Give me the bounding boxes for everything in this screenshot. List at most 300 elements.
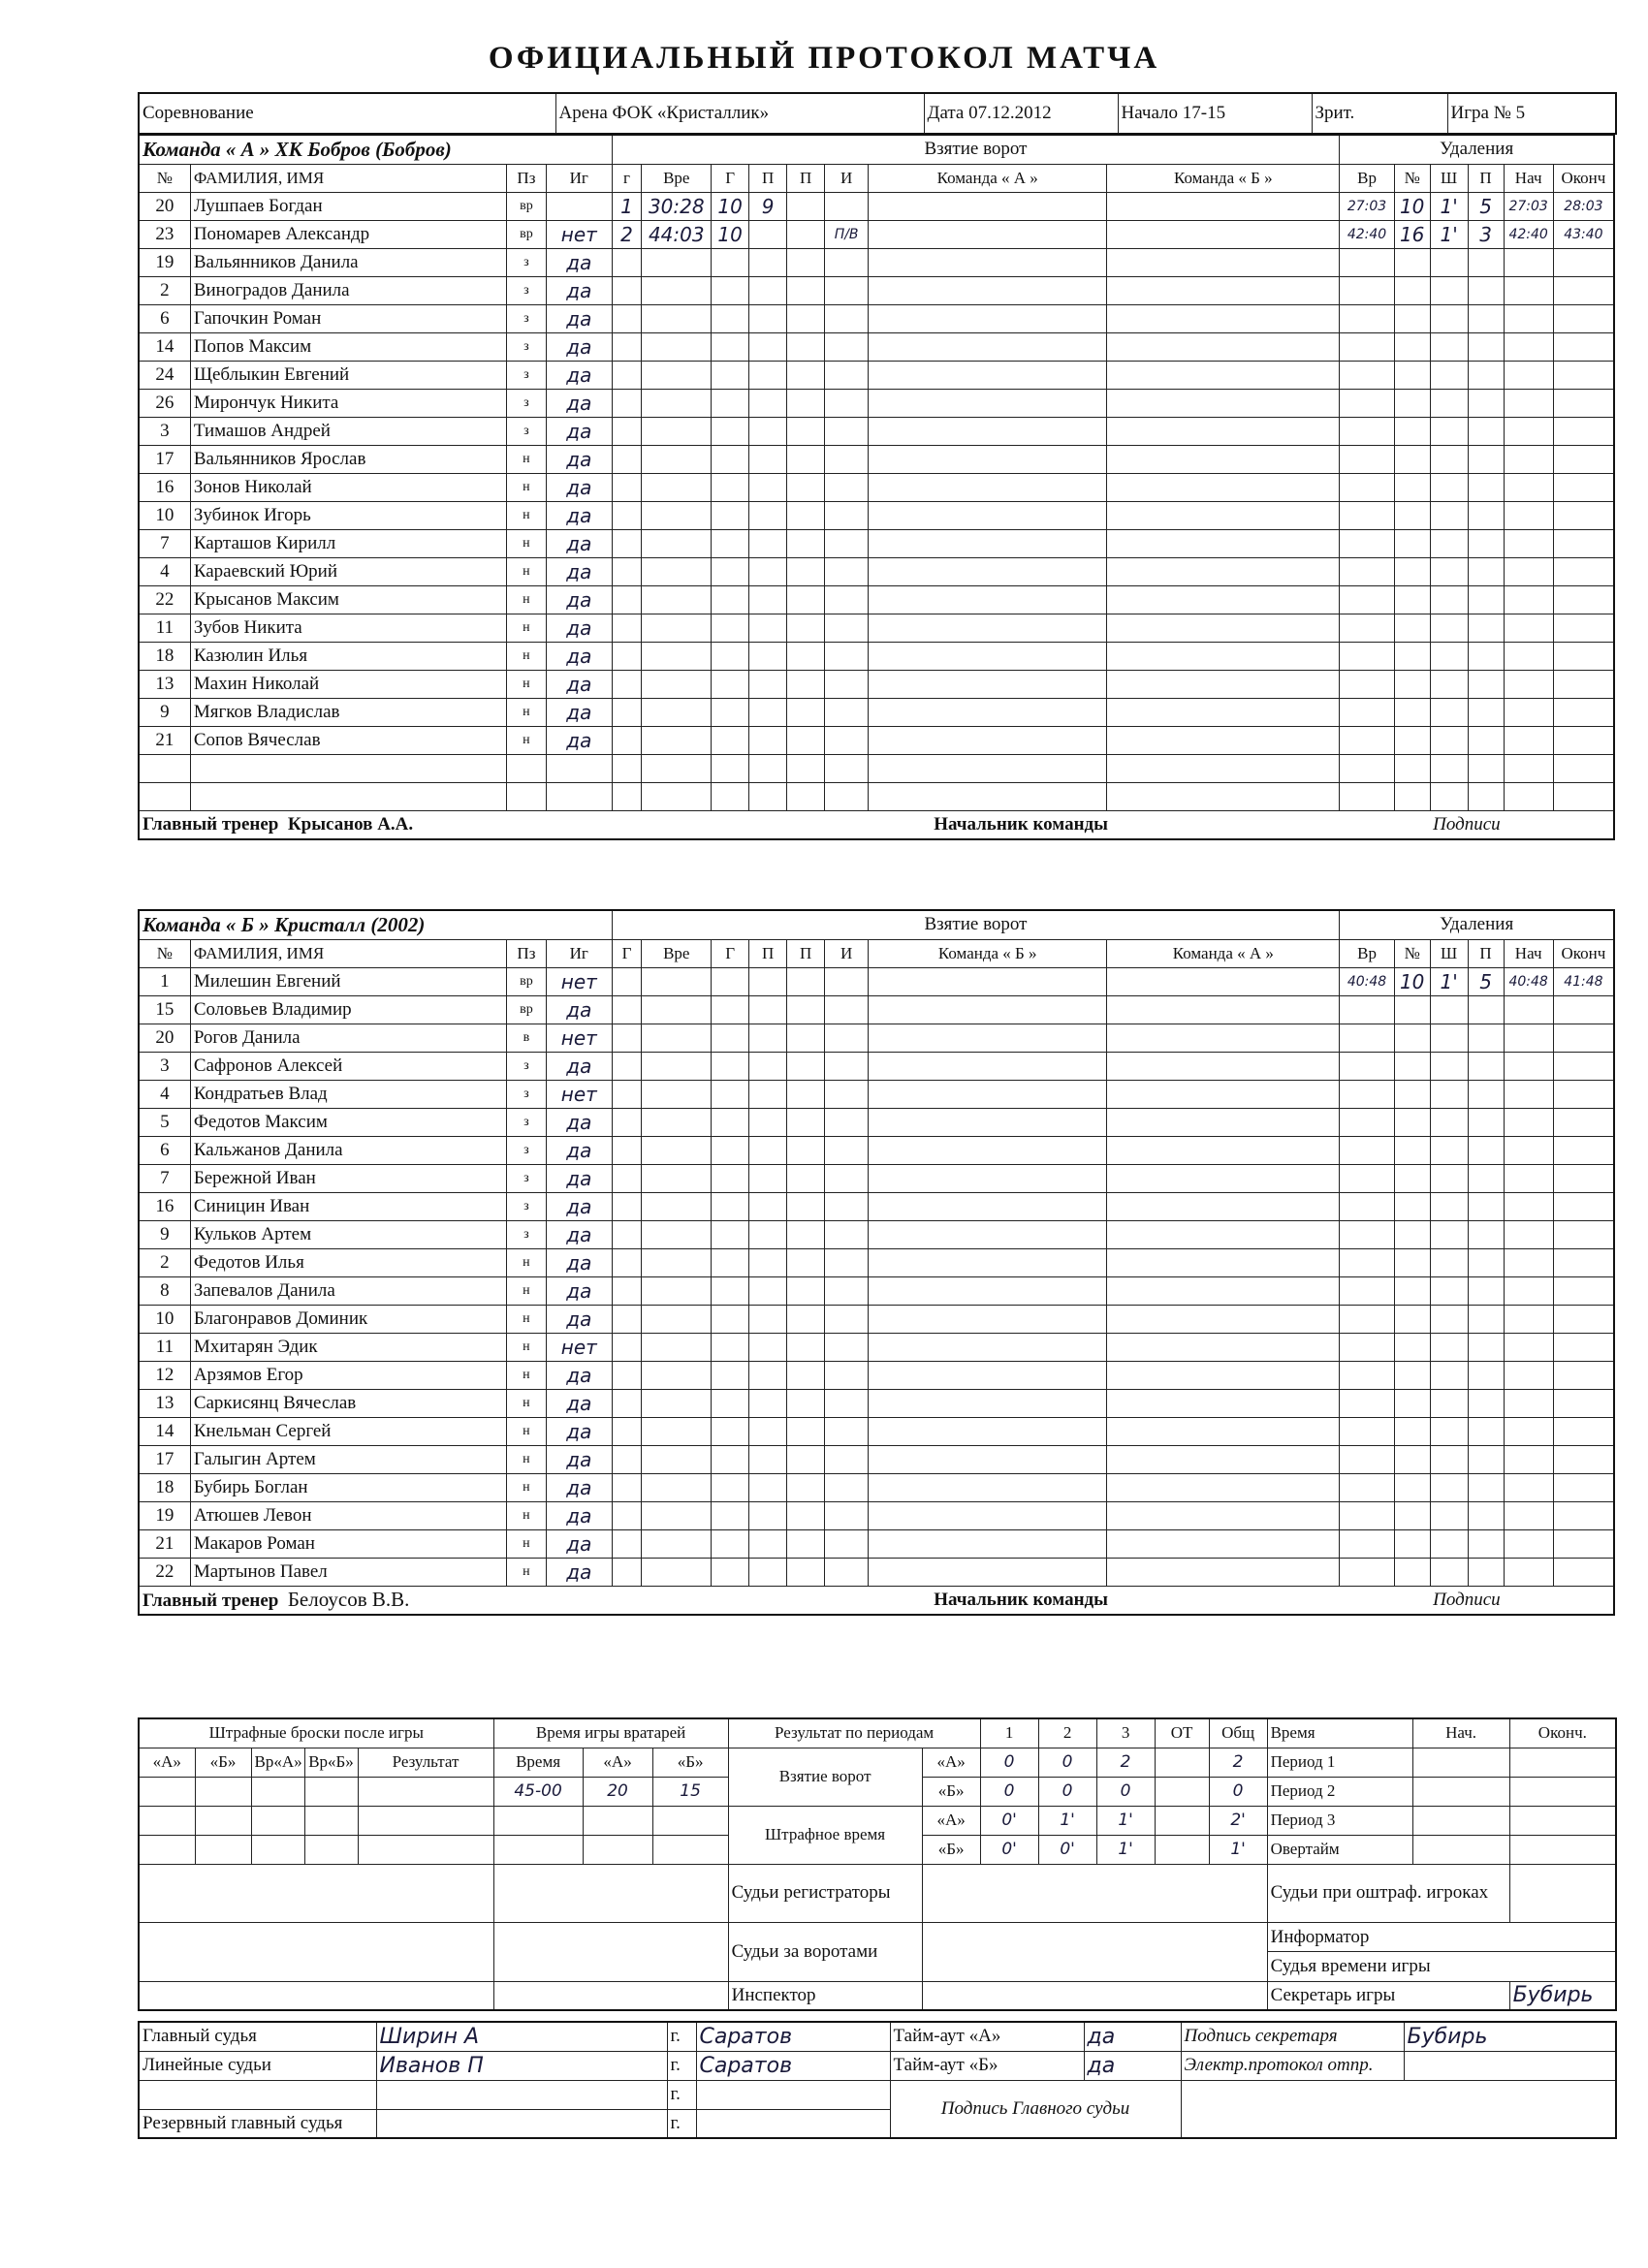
goal-number (612, 1136, 642, 1164)
goal-scorer (712, 967, 749, 995)
lineup-team-a (869, 670, 1107, 698)
goal-scorer (712, 417, 749, 445)
penalty-end (1553, 585, 1614, 614)
penalty-player (1394, 1473, 1430, 1501)
goal-number (612, 995, 642, 1024)
player-played: да (546, 1389, 612, 1417)
player-number: 20 (139, 192, 190, 220)
team-b-player-row (139, 1445, 1614, 1473)
player-position: н (506, 1445, 546, 1473)
penalty-end (1553, 642, 1614, 670)
penalty-start (1504, 1080, 1553, 1108)
penalty-end (1553, 1529, 1614, 1558)
player-number: 24 (139, 361, 190, 389)
penalty-code (1430, 1192, 1468, 1220)
goal-assist-2 (787, 1108, 825, 1136)
goal-type (825, 1052, 869, 1080)
penalty-code (1430, 389, 1468, 417)
goal-assist-2 (787, 1276, 825, 1305)
lineup-team-a (869, 1558, 1107, 1586)
team-a-player-row (139, 192, 1614, 220)
goal-type (825, 1305, 869, 1333)
goal-number (612, 1361, 642, 1389)
goal-number (612, 1164, 642, 1192)
goal-time (642, 726, 712, 754)
penalty-code (1430, 248, 1468, 276)
player-number: 3 (139, 417, 190, 445)
penalty-player (1394, 1108, 1430, 1136)
penalty-start (1504, 782, 1553, 810)
player-position: н (506, 642, 546, 670)
penalty-start (1504, 445, 1553, 473)
goal-number (612, 754, 642, 782)
penalty-time (1340, 1052, 1394, 1080)
penalty-player (1394, 1276, 1430, 1305)
player-name: Соловьев Владимир (190, 995, 506, 1024)
penalty-end (1553, 473, 1614, 501)
lineup-team-a (869, 1529, 1107, 1558)
timeout-a-label: Тайм-аут «А» (890, 2022, 1084, 2051)
player-name: Карташов Кирилл (190, 529, 506, 557)
penalty-time (1340, 1445, 1394, 1473)
goal-type (825, 726, 869, 754)
team-a-column-headers (139, 164, 1614, 192)
penalty-time (1340, 1529, 1394, 1558)
penalty-time (1340, 642, 1394, 670)
col-team-b: Команда « Б » (1107, 164, 1340, 192)
team-b-chief-label: Начальник команды (612, 1586, 1430, 1615)
player-name: Зонов Николай (190, 473, 506, 501)
goal-assist-1 (749, 782, 787, 810)
goal-assist-1 (749, 1501, 787, 1529)
penalty-start (1504, 995, 1553, 1024)
penalty-code (1430, 529, 1468, 557)
player-played (546, 782, 612, 810)
player-number: 19 (139, 248, 190, 276)
goal-time (642, 1164, 712, 1192)
goal-scorer (712, 389, 749, 417)
player-position: н (506, 1361, 546, 1389)
goal-assist-2 (787, 220, 825, 248)
goal-scorer: 10 (712, 220, 749, 248)
goal-number (612, 248, 642, 276)
penalty-start (1504, 417, 1553, 445)
goal-assist-2 (787, 1333, 825, 1361)
goal-number (612, 445, 642, 473)
player-position: н (506, 1417, 546, 1445)
player-name: Запевалов Данила (190, 1276, 506, 1305)
goal-time (642, 1192, 712, 1220)
goal-scorer (712, 754, 749, 782)
goal-scorer (712, 1164, 749, 1192)
goal-scorer (712, 445, 749, 473)
col-team-a: Команда « А » (1107, 939, 1340, 967)
goal-type (825, 1389, 869, 1417)
penalty-start (1504, 473, 1553, 501)
penalty-end (1553, 1305, 1614, 1333)
lineup-team-b (1107, 1192, 1340, 1220)
goal-scorer (712, 1529, 749, 1558)
goal-scorer (712, 1024, 749, 1052)
team-a-footer (139, 810, 1614, 839)
lineup-team-b (1107, 614, 1340, 642)
goal-scorer (712, 1276, 749, 1305)
penalty-minutes (1468, 1389, 1504, 1417)
penalty-start (1504, 614, 1553, 642)
penalty-time (1340, 1080, 1394, 1108)
goal-type (825, 1361, 869, 1389)
penalty-player (1394, 445, 1430, 473)
col-name: ФАМИЛИЯ, ИМЯ (190, 164, 506, 192)
goal-type (825, 1108, 869, 1136)
lineup-team-a (869, 698, 1107, 726)
player-played: да (546, 1108, 612, 1136)
goal-number (612, 1417, 642, 1445)
goal-assist-1 (749, 1417, 787, 1445)
goal-type (825, 192, 869, 220)
player-number: 10 (139, 501, 190, 529)
goal-time (642, 445, 712, 473)
city-label-3: г. (667, 2080, 696, 2109)
lineup-team-a (869, 1052, 1107, 1080)
penalty-player (1394, 501, 1430, 529)
player-played: нет (546, 1024, 612, 1052)
goal-assist-2 (787, 192, 825, 220)
inspector-label: Инспектор (728, 1981, 922, 2010)
player-name: Виноградов Данила (190, 276, 506, 304)
penalty-time: 27:03 (1340, 192, 1394, 220)
penalty-code (1430, 1248, 1468, 1276)
goal-scorer (712, 1052, 749, 1080)
goal-assist-1 (749, 726, 787, 754)
player-played: да (546, 1529, 612, 1558)
player-number: 14 (139, 1417, 190, 1445)
goal-assist-1 (749, 220, 787, 248)
lineup-team-b (1107, 1473, 1340, 1501)
player-name: Зубинок Игорь (190, 501, 506, 529)
player-name: Мхитарян Эдик (190, 1333, 506, 1361)
overtime-label: Овертайм (1267, 1835, 1412, 1864)
penalty-minutes (1468, 1164, 1504, 1192)
penalty-end (1553, 389, 1614, 417)
goal-time (642, 361, 712, 389)
penalty-player (1394, 473, 1430, 501)
secretary-signature-label: Подпись секретаря (1181, 2022, 1404, 2051)
penalty-end (1553, 248, 1614, 276)
lineup-team-b (1107, 1558, 1340, 1586)
city-value-2: Саратов (696, 2051, 890, 2080)
lineup-team-b (1107, 1080, 1340, 1108)
player-number: 13 (139, 670, 190, 698)
goal-scorer (712, 1417, 749, 1445)
col-pos: Пз (506, 939, 546, 967)
goal-type (825, 304, 869, 332)
penalty-minutes (1468, 614, 1504, 642)
player-played: да (546, 1164, 612, 1192)
lineup-team-b (1107, 1164, 1340, 1192)
pen-b-p1: 0' (980, 1835, 1038, 1864)
goal-number (612, 557, 642, 585)
player-name: Сафронов Алексей (190, 1052, 506, 1080)
player-name: Караевский Юрий (190, 557, 506, 585)
team-b-player-row (139, 1501, 1614, 1529)
team-b-player-row (139, 1024, 1614, 1052)
goal-number (612, 417, 642, 445)
col-pen-end: Оконч (1553, 939, 1614, 967)
player-played: да (546, 1136, 612, 1164)
penalty-player (1394, 1248, 1430, 1276)
goal-type (825, 1473, 869, 1501)
goal-number (612, 1108, 642, 1136)
player-name: Зубов Никита (190, 614, 506, 642)
goal-time (642, 1080, 712, 1108)
penalty-start (1504, 1220, 1553, 1248)
goal-scorer (712, 276, 749, 304)
goals-b-ot (1155, 1777, 1209, 1806)
penalty-start (1504, 529, 1553, 557)
player-name (190, 754, 506, 782)
penalty-minutes (1468, 332, 1504, 361)
head-coach-label: Главный тренер (143, 813, 279, 835)
player-position: з (506, 304, 546, 332)
penalty-start (1504, 248, 1553, 276)
goals-label: Взятие ворот (728, 1748, 922, 1806)
team-a-player-row (139, 389, 1614, 417)
player-played: да (546, 361, 612, 389)
lineup-team-a (869, 1473, 1107, 1501)
penalty-end (1553, 445, 1614, 473)
penalty-code: 1' (1430, 967, 1468, 995)
lineup-team-a (869, 1192, 1107, 1220)
col-played: Иг (546, 164, 612, 192)
goal-assist-2 (787, 248, 825, 276)
goal-assist-1 (749, 1220, 787, 1248)
penalty-end (1553, 782, 1614, 810)
team-a-player-row (139, 361, 1614, 389)
penalty-end (1553, 1389, 1614, 1417)
penalty-time (1340, 1305, 1394, 1333)
goal-number (612, 1024, 642, 1052)
lineup-team-b (1107, 1333, 1340, 1361)
penalty-time (1340, 1108, 1394, 1136)
goal-scorer (712, 726, 749, 754)
team-a-player-row (139, 304, 1614, 332)
penalty-end (1553, 1361, 1614, 1389)
player-position: н (506, 445, 546, 473)
penalty-end (1553, 1558, 1614, 1586)
goal-type (825, 389, 869, 417)
team-b-player-row (139, 1052, 1614, 1080)
penalty-time (1340, 1276, 1394, 1305)
penalty-end (1553, 1248, 1614, 1276)
player-number: 2 (139, 1248, 190, 1276)
goal-assist-1 (749, 670, 787, 698)
col-pen-no: № (1394, 164, 1430, 192)
goal-number (612, 614, 642, 642)
lineup-team-a (869, 248, 1107, 276)
goal-assist-1 (749, 967, 787, 995)
team-b-player-row (139, 1136, 1614, 1164)
penalty-code (1430, 642, 1468, 670)
electronic-protocol-label: Электр.протокол отпр. (1181, 2051, 1404, 2080)
player-played: да (546, 276, 612, 304)
lineup-team-a (869, 529, 1107, 557)
penalty-judges-label: Судьи при оштраф. игроках (1267, 1864, 1509, 1922)
col-goal: Г (712, 164, 749, 192)
player-played (546, 192, 612, 220)
goal-scorer (712, 1361, 749, 1389)
shootout-result: Результат (358, 1748, 493, 1777)
linesmen-value: Иванов П (376, 2051, 667, 2080)
col-goal: Г (712, 939, 749, 967)
period-3-header: 3 (1096, 1718, 1155, 1748)
penalty-end (1553, 1192, 1614, 1220)
penalty-end (1553, 501, 1614, 529)
penalty-code (1430, 670, 1468, 698)
player-name: Мягков Владислав (190, 698, 506, 726)
penalty-start (1504, 1136, 1553, 1164)
goal-assist-2 (787, 557, 825, 585)
goal-number (612, 1473, 642, 1501)
penalty-player (1394, 304, 1430, 332)
lineup-team-a (869, 1305, 1107, 1333)
player-played: да (546, 614, 612, 642)
player-played: да (546, 417, 612, 445)
col-assist-1: П (749, 164, 787, 192)
city-label-2: г. (667, 2051, 696, 2080)
penalty-start (1504, 304, 1553, 332)
goal-scorer (712, 670, 749, 698)
player-position: н (506, 1305, 546, 1333)
team-b-coach: Белоусов В.В. (287, 1588, 410, 1612)
penalty-time (1340, 276, 1394, 304)
goal-number (612, 1445, 642, 1473)
lineup-team-b (1107, 670, 1340, 698)
lineup-team-b (1107, 1305, 1340, 1333)
lineup-team-b (1107, 1052, 1340, 1080)
team-b-player-row (139, 1529, 1614, 1558)
goal-assist-2 (787, 1445, 825, 1473)
goal-number (612, 1248, 642, 1276)
goal-type (825, 1529, 869, 1558)
penalty-code (1430, 1445, 1468, 1473)
goal-time: 44:03 (642, 220, 712, 248)
goal-time (642, 642, 712, 670)
team-a-player-row (139, 220, 1614, 248)
goals-b-total: 0 (1209, 1777, 1267, 1806)
player-position: з (506, 1192, 546, 1220)
penalty-time (1340, 754, 1394, 782)
penalty-player (1394, 1220, 1430, 1248)
penalty-code (1430, 1024, 1468, 1052)
team-a-player-row (139, 445, 1614, 473)
pen-a-ot (1155, 1806, 1209, 1835)
player-played: нет (546, 1080, 612, 1108)
penalty-player (1394, 248, 1430, 276)
penalty-end (1553, 1445, 1614, 1473)
penalty-start (1504, 642, 1553, 670)
penalty-player (1394, 995, 1430, 1024)
lineup-team-a (869, 1417, 1107, 1445)
penalty-start (1504, 361, 1553, 389)
penalty-minutes (1468, 670, 1504, 698)
goal-number (612, 1276, 642, 1305)
penalty-minutes (1468, 995, 1504, 1024)
goal-assist-2 (787, 698, 825, 726)
gk-a-value: 20 (583, 1777, 652, 1806)
penalty-time (1340, 248, 1394, 276)
penalty-time (1340, 1473, 1394, 1501)
penalty-minutes (1468, 642, 1504, 670)
penalty-time (1340, 726, 1394, 754)
penalty-player (1394, 1558, 1430, 1586)
col-time: Вре (642, 164, 712, 192)
team-b-player-row (139, 1417, 1614, 1445)
goals-a-total: 2 (1209, 1748, 1267, 1777)
goal-number (612, 585, 642, 614)
penalty-minutes (1468, 1024, 1504, 1052)
goal-number (612, 782, 642, 810)
penalty-time (1340, 304, 1394, 332)
goal-type (825, 782, 869, 810)
lineup-team-b (1107, 1220, 1340, 1248)
lineup-team-b (1107, 782, 1340, 810)
col-pen-p: П (1468, 939, 1504, 967)
player-number: 1 (139, 967, 190, 995)
goal-number (612, 1558, 642, 1586)
period-2-label: Период 2 (1267, 1777, 1412, 1806)
team-b-player-row (139, 967, 1614, 995)
goal-type (825, 361, 869, 389)
penalty-time (1340, 389, 1394, 417)
penalty-code (1430, 1333, 1468, 1361)
penalty-minutes (1468, 276, 1504, 304)
goal-assist-1 (749, 1136, 787, 1164)
goal-assist-1 (749, 529, 787, 557)
lineup-team-a (869, 726, 1107, 754)
player-number: 3 (139, 1052, 190, 1080)
team-b-player-row (139, 1220, 1614, 1248)
player-name: Кальжанов Данила (190, 1136, 506, 1164)
team-a-player-row (139, 473, 1614, 501)
team-a-player-row (139, 670, 1614, 698)
player-position: н (506, 726, 546, 754)
goal-number (612, 642, 642, 670)
player-name: Федотов Максим (190, 1108, 506, 1136)
player-name: Кульков Артем (190, 1220, 506, 1248)
goal-assist-1 (749, 1305, 787, 1333)
penalty-code (1430, 473, 1468, 501)
penalty-code (1430, 1473, 1468, 1501)
team-a-player-row (139, 642, 1614, 670)
penalty-player (1394, 1080, 1430, 1108)
goals-a-p2: 0 (1038, 1748, 1096, 1777)
penalty-player (1394, 754, 1430, 782)
goal-assist-1 (749, 642, 787, 670)
shootout-title: Штрафные броски после игры (139, 1718, 493, 1748)
goal-type (825, 1192, 869, 1220)
player-name: Галыгин Артем (190, 1445, 506, 1473)
lineup-team-b (1107, 248, 1340, 276)
lineup-team-b (1107, 220, 1340, 248)
lineup-team-a (869, 361, 1107, 389)
penalty-code (1430, 1164, 1468, 1192)
player-number (139, 754, 190, 782)
team-b-player-row (139, 1164, 1614, 1192)
penalty-player (1394, 614, 1430, 642)
player-number: 17 (139, 1445, 190, 1473)
penalty-time (1340, 417, 1394, 445)
